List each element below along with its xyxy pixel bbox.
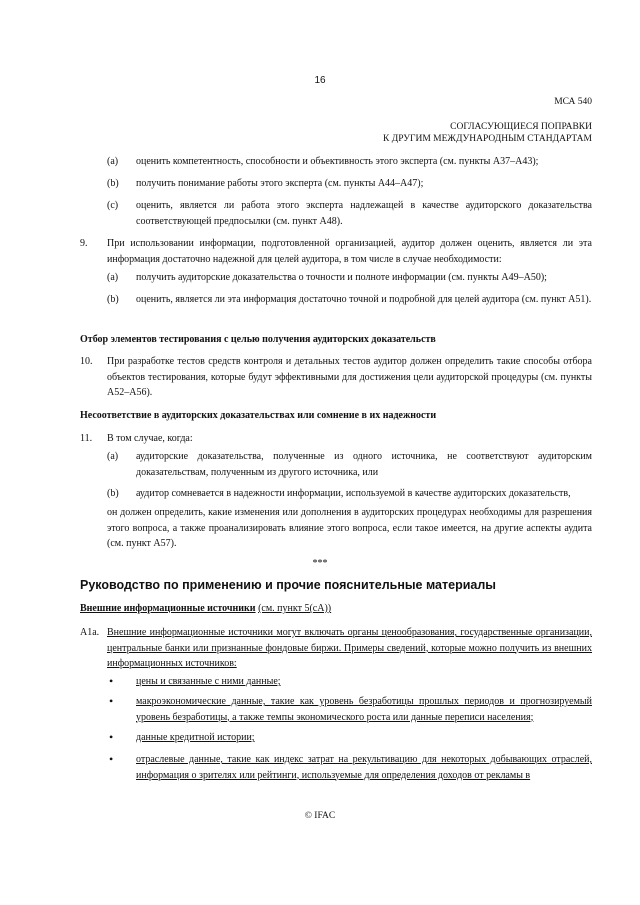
header-line1: СОГЛАСУЮЩИЕСЯ ПОПРАВКИ [450,122,592,132]
para-11-text: В том случае, когда: [107,433,193,444]
para-11-continuation: он должен определить, какие изменения или дополнения в аудиторских процедурах необходимы для разрешения этого вопроса, а также проанализировать влияние этого вопроса, если такое имеется, на другие аспекты аудита (см. пункт А57). [107,507,592,549]
guidance-title: Руководство по применению и прочие пояснительные материалы [80,578,496,592]
page-number: 16 [314,75,326,86]
bullet-marker: • [109,752,114,766]
bullet-item: цены и связанные с ними данные; [136,676,281,687]
para-11b-text: аудитор сомневается в надежности информации, используемой в качестве аудиторских доказательств, [136,488,571,499]
para-a1a-label: А1а. [80,627,100,638]
guidance-subtitle-ref: (см. пункт 5(сА)) [258,603,332,614]
para-9a-text: получить аудиторские доказательства о точности и полноте информации (см. пункты А49–А50); [136,272,547,283]
guidance-subtitle-text: Внешние информационные источники [80,603,256,614]
bullet-marker: • [109,694,114,708]
header-code: МСА 540 [554,97,592,107]
item-b-label: (b) [107,178,119,189]
section-separator: *** [312,558,328,569]
item-a-label: (a) [107,156,119,167]
para-11-label: 11. [80,433,93,444]
para-9-text: При использовании информации, подготовленной организацией, аудитор должен оценить, является ли эта информация достаточно надежной для целей аудитора, в том числе в случае необходимости: [107,238,592,265]
para-9-label: 9. [80,238,88,249]
heading-selection: Отбор элементов тестирования с целью получения аудиторских доказательств [80,334,436,345]
footer-copyright: © IFAC [304,811,336,821]
para-9b-text: оценить, является ли эта информация достаточно точной и подробной для целей аудитора (см. пункт А51). [136,294,592,305]
para-11a-text: аудиторские доказательства, полученные из одного источника, не соответствуют аудиторским доказательствам, полученным из другого источника, или [136,451,592,478]
item-c-text: оценить, является ли работа этого эксперта надлежащей в качестве аудиторского доказательства соответствующей предпосылки (см. пункт А48). [136,200,592,227]
bullet-item: данные кредитной истории; [136,732,255,743]
header-line2: К ДРУГИМ МЕЖДУНАРОДНЫМ СТАНДАРТАМ [383,134,592,144]
para-9a-label: (a) [107,272,119,283]
para-a1a-text: Внешние информационные источники могут включать органы ценообразования, государственные организации, центральные банки или признанные фондовые биржи. Примеры сведений, которые можно получить из внешних информационных источников: [107,627,592,669]
guidance-subtitle [80,601,592,617]
para-9b-label: (b) [107,294,119,305]
bullet-item: макроэкономические данные, такие как уровень безработицы прошлых периодов и прогнозируемый уровень безработицы, а также темпы экономического роста или данные переписи населения; [136,696,592,723]
item-b-text: получить понимание работы этого эксперта (см. пункты А44–А47); [136,178,424,189]
bullet-item: отраслевые данные, такие как индекс затрат на рекультивацию для некоторых добывающих отраслей, информация о зрителях или рейтинги, используемые для определения доходов от рекламы в [136,754,592,781]
bullet-marker: • [109,674,114,688]
heading-inconsistency: Несоответствие в аудиторских доказательствах или сомнение в их надежности [80,410,437,421]
para-10-text: При разработке тестов средств контроля и детальных тестов аудитор должен определить такие способы отбора объектов тестирования, которые будут эффективными для достижения цели аудиторской процедуры (см. пункты А52–А56). [107,356,592,398]
para-11a-label: (a) [107,451,119,462]
item-a-text: оценить компетентность, способности и объективность этого эксперта (см. пункты А37–А43); [136,156,539,167]
para-11b-label: (b) [107,488,119,499]
item-c-label: (c) [107,200,119,211]
para-10-label: 10. [80,356,93,367]
bullet-marker: • [109,730,114,744]
